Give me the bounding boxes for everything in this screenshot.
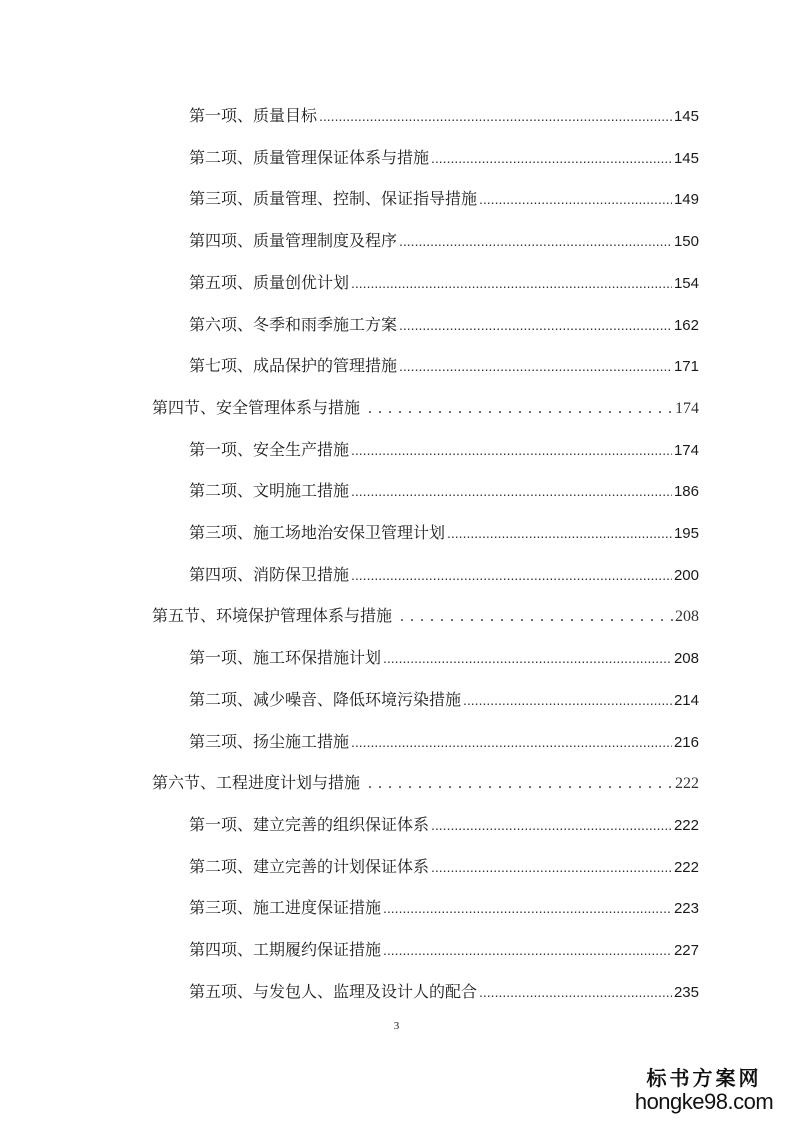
toc-entry-title: 第二项、建立完善的计划保证体系: [189, 857, 430, 876]
toc-dot-leader: [447, 520, 672, 546]
toc-entry-title: 第六项、冬季和雨季施工方案: [189, 315, 398, 334]
toc-dot-leader: [431, 854, 672, 880]
toc-item-entry[interactable]: [189, 979, 699, 1005]
toc-entry-title: 第四节、安全管理体系与措施: [152, 398, 361, 417]
toc-dot-leader: [383, 645, 672, 671]
toc-entry-page: 171: [673, 358, 699, 375]
toc-entry-page: 222: [673, 817, 699, 834]
toc-entry-page: 222: [673, 859, 699, 876]
toc-entry-title: 第二项、减少噪音、降低环境污染措施: [189, 690, 462, 709]
toc-item-entry[interactable]: [189, 562, 699, 588]
toc-entry-page: 200: [673, 567, 699, 584]
toc-entry-title: 第三项、扬尘施工措施: [189, 732, 350, 751]
toc-entry-title: 第一项、建立完善的组织保证体系: [189, 815, 430, 834]
toc-section-entry[interactable]: [152, 395, 699, 421]
toc-entry-page: 154: [673, 275, 699, 292]
watermark-name: 标书方案网: [646, 1066, 762, 1090]
toc-dot-leader: [351, 562, 672, 588]
toc-entry-page: 214: [673, 692, 699, 709]
toc-entry-page: 227: [673, 942, 699, 959]
toc-item-entry[interactable]: [189, 312, 699, 338]
toc-dot-leader: [351, 478, 672, 504]
toc-item-entry[interactable]: [189, 854, 699, 880]
toc-item-entry[interactable]: [189, 478, 699, 504]
toc-entry-page: 223: [673, 900, 699, 917]
toc-item-entry[interactable]: [189, 103, 699, 129]
toc-entry-page: 162: [673, 317, 699, 334]
toc-dot-leader: [399, 312, 672, 338]
toc-entry-page: 208: [675, 608, 699, 625]
toc-item-entry[interactable]: [189, 228, 699, 254]
toc-entry-page: 174: [675, 400, 699, 417]
toc-entry-page: 149: [673, 191, 699, 208]
toc-entry-page: 145: [673, 108, 699, 125]
toc-entry-title: 第一项、施工环保措施计划: [189, 648, 382, 667]
toc-entry-title: 第二项、质量管理保证体系与措施: [189, 148, 430, 167]
toc-entry-page: 150: [673, 233, 699, 250]
toc-entry-title: 第四项、质量管理制度及程序: [189, 231, 398, 250]
toc-entry-title: 第五项、质量创优计划: [189, 273, 350, 292]
toc-section-entry[interactable]: [152, 770, 699, 796]
toc-dot-leader: [383, 937, 672, 963]
toc-section-entry[interactable]: [152, 603, 699, 629]
toc-entry-title: 第七项、成品保护的管理措施: [189, 356, 398, 375]
toc-item-entry[interactable]: [189, 186, 699, 212]
toc-dot-leader: [479, 979, 672, 1005]
toc-entry-title: 第一项、质量目标: [189, 106, 318, 125]
toc-dot-leader: [400, 604, 673, 630]
toc-entry-page: 195: [673, 525, 699, 542]
toc-entry-page: 216: [673, 734, 699, 751]
toc-entry-title: 第一项、安全生产措施: [189, 440, 350, 459]
toc-entry-title: 第六节、工程进度计划与措施: [152, 773, 361, 792]
toc-dot-leader: [399, 228, 672, 254]
toc-dot-leader: [351, 729, 672, 755]
toc-item-entry[interactable]: [189, 353, 699, 379]
toc-entry-page: 174: [673, 442, 699, 459]
toc-entry-title: 第三项、质量管理、控制、保证指导措施: [189, 189, 478, 208]
toc-entry-title: 第三项、施工场地治安保卫管理计划: [189, 523, 446, 542]
toc-entry-page: 186: [673, 483, 699, 500]
toc-item-entry[interactable]: [189, 895, 699, 921]
toc-dot-leader: [319, 103, 672, 129]
toc-item-entry[interactable]: [189, 937, 699, 963]
toc-item-entry[interactable]: [189, 729, 699, 755]
toc-dot-leader: [431, 812, 672, 838]
toc-entry-page: 145: [673, 150, 699, 167]
toc-entry-title: 第四项、消防保卫措施: [189, 565, 350, 584]
toc-entry-title: 第二项、文明施工措施: [189, 481, 350, 500]
toc-dot-leader: [368, 396, 673, 422]
toc-dot-leader: [368, 771, 673, 797]
toc-dot-leader: [383, 895, 672, 921]
toc-item-entry[interactable]: [189, 812, 699, 838]
toc-dot-leader: [399, 353, 672, 379]
toc-entry-title: 第五节、环境保护管理体系与措施: [152, 606, 393, 625]
toc-entry-title: 第五项、与发包人、监理及设计人的配合: [189, 982, 478, 1001]
page-number: 3: [393, 1020, 400, 1032]
toc-dot-leader: [463, 687, 672, 713]
toc-dot-leader: [351, 437, 672, 463]
toc-dot-leader: [431, 145, 672, 171]
toc-entry-title: 第四项、工期履约保证措施: [189, 940, 382, 959]
toc-entry-page: 222: [675, 775, 699, 792]
toc-item-entry[interactable]: [189, 645, 699, 671]
watermark: [629, 1066, 779, 1114]
toc-entry-page: 208: [673, 650, 699, 667]
toc-item-entry[interactable]: [189, 437, 699, 463]
watermark-url: hongke98.com: [634, 1089, 774, 1114]
toc-item-entry[interactable]: [189, 520, 699, 546]
toc-entry-page: 235: [673, 984, 699, 1001]
toc-item-entry[interactable]: [189, 145, 699, 171]
toc-dot-leader: [351, 270, 672, 296]
toc-item-entry[interactable]: [189, 687, 699, 713]
toc-item-entry[interactable]: [189, 270, 699, 296]
toc-dot-leader: [479, 186, 672, 212]
toc-entry-title: 第三项、施工进度保证措施: [189, 898, 382, 917]
